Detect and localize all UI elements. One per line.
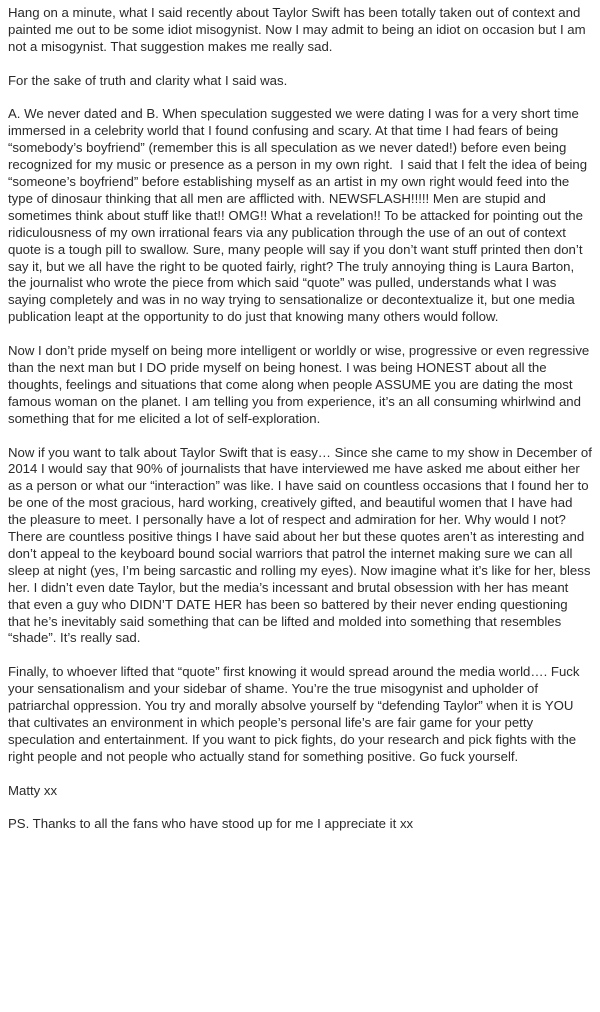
paragraph-honesty: Now I don’t pride myself on being more intelligent or worldly or wise, progressive or even regressive than the next man but I DO pride myself on being honest. I was being HONEST about all the thoughts, feelings and situations that come along when people ASSUME you are dating the most famous woman on the planet. I am telling you from experience, it’s an all consuming whirlwind and something that for me elicited a lot of self-exploration.	[8, 343, 593, 426]
paragraph-intro: Hang on a minute, what I said recently about Taylor Swift has been totally taken out of context and painted me out to be some idiot misogynist. Now I may admit to being an idiot on occasion but I am not a misogynist. That suggestion makes me really sad.	[8, 5, 590, 54]
paragraph-explanation: A. We never dated and B. When speculation suggested we were dating I was for a very short time immersed in a celebrity world that I found confusing and scary. At that time I had fears of being “somebody’s boyfriend” (remember this is all speculation as we never dated!) before even being recognized for my music or presence as a person in my own right. I said that I felt the idea of being “someone’s boyfriend” before establishing myself as an artist in my own right would feed into the type of dinosaur thinking that all men are afflicted with. NEWSFLASH!!!!! Men are stupid and sometimes think about stuff like that!! OMG!! What a revelation!! To be attacked for pointing out the ridiculousness of my own irrational fears via any publication through the use of an out of context quote is a tough pill to swallow. Sure, many people will say if you don’t want stuff printed then don’t say it, but we all have the right to be quoted fairly, right? The truly annoying thing is Laura Barton, the journalist who wrote the piece from which said “quote” was pulled, understands what I was saying completely and was in no way trying to sensationalize or decontextualize it, but one media publication leapt at the opportunity to do just that knowing many others would follow.	[8, 106, 591, 325]
paragraph-taylor-swift: Now if you want to talk about Taylor Swift that is easy… Since she came to my show in December of 2014 I would say that 90% of journalists that have interviewed me have asked me about either her as a person or what our “interaction” was like. I have said on countless occasions that I found her to be one of the most gracious, hard working, creatively gifted, and beautiful women that I have had the pleasure to meet. I personally have a lot of respect and admiration for her. Why would I not? There are countless positive things I have said about her but these quotes aren’t as interesting and don’t appeal to the keyboard bound social warriors that patrol the internet making sure we can all sleep at night (yes, I’m being sarcastic and rolling my eyes). Now imagine what it’s like for her, bless her. I didn’t even date Taylor, but the media’s incessant and brutal obsession with her has meant that even a guy who DIDN’T DATE HER has been so battered by their never ending questioning that he’s inevitably said something that can be lifted and molded into something that resembles “shade”. It’s really sad.	[8, 444, 596, 646]
paragraph-clarity: For the sake of truth and clarity what I said was.	[8, 72, 288, 88]
signature: Matty xx	[8, 782, 58, 798]
postscript: PS. Thanks to all the fans who have stood up for me I appreciate it xx	[8, 816, 414, 832]
paragraph-finally: Finally, to whoever lifted that “quote” first knowing it would spread around the media world…. Fuck your sensationalism and your sidebar of shame. You’re the true misogynist and upholder of patriarchal oppression. You try and morally absolve yourself by “defending Taylor” when it is YOU that cultivates an environment in which people’s personal life’s are fair game for your petty speculation and entertainment. If you want to pick fights, do your research and pick fights with the right people and not people who actually stand for something positive. Go fuck yourself.	[8, 664, 584, 764]
